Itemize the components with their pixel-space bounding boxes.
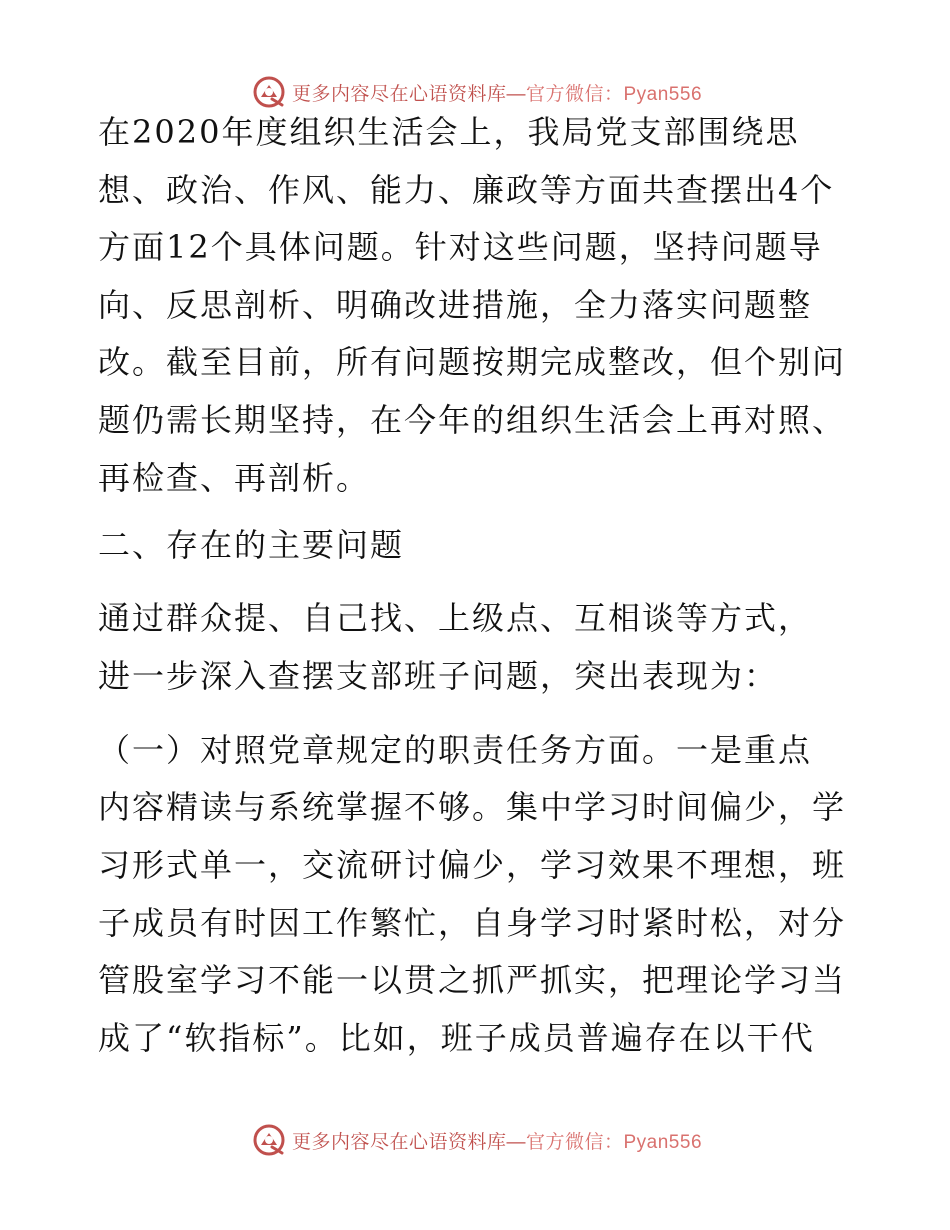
paragraph-line: 题仍需长期坚持，在今年的组织生活会上再对照、 [98, 401, 847, 439]
paragraph-line: 习形式单一，交流研讨偏少，学习效果不理想，班 [98, 846, 847, 884]
paragraph-line: 再检查、再剖析。 [98, 459, 371, 497]
paragraph-line: 改。截至目前，所有问题按期完成整改，但个别问 [98, 343, 847, 381]
paragraph-line: 进一步深入查摆支部班子问题，突出表现为： [98, 657, 779, 695]
watermark-text: 更多内容尽在心语资料库—官方微信：Pyan556 [291, 83, 703, 105]
seal-logo-icon [252, 75, 286, 109]
paragraph-line: 向、反思剖析、明确改进措施，全力落实问题整 [98, 286, 813, 324]
paragraph-line: 内容精读与系统掌握不够。集中学习时间偏少，学 [98, 788, 847, 826]
header-watermark [0, 70, 950, 114]
paragraph-line: 成了“软指标”。比如，班子成员普遍存在以干代 [98, 1019, 815, 1057]
footer-watermark [0, 1118, 950, 1162]
paragraph-line: （一）对照党章规定的职责任务方面。一是重点 [98, 731, 813, 769]
paragraph-line: 通过群众提、自己找、上级点、互相谈等方式， [98, 599, 813, 637]
section-heading: 二、存在的主要问题 [98, 526, 405, 564]
paragraph-line: 方面12个具体问题。针对这些问题，坚持问题导 [98, 228, 823, 266]
paragraph-line: 管股室学习不能一以贯之抓严抓实，把理论学习当 [98, 961, 847, 999]
seal-logo-icon [252, 1123, 286, 1157]
paragraph-line: 子成员有时因工作繁忙，自身学习时紧时松，对分 [98, 904, 847, 942]
paragraph-line: 在2020年度组织生活会上，我局党支部围绕思 [98, 113, 800, 151]
watermark-text: 更多内容尽在心语资料库—官方微信：Pyan556 [291, 1131, 703, 1153]
paragraph-line: 想、政治、作风、能力、廉政等方面共查摆出4个 [98, 171, 835, 209]
